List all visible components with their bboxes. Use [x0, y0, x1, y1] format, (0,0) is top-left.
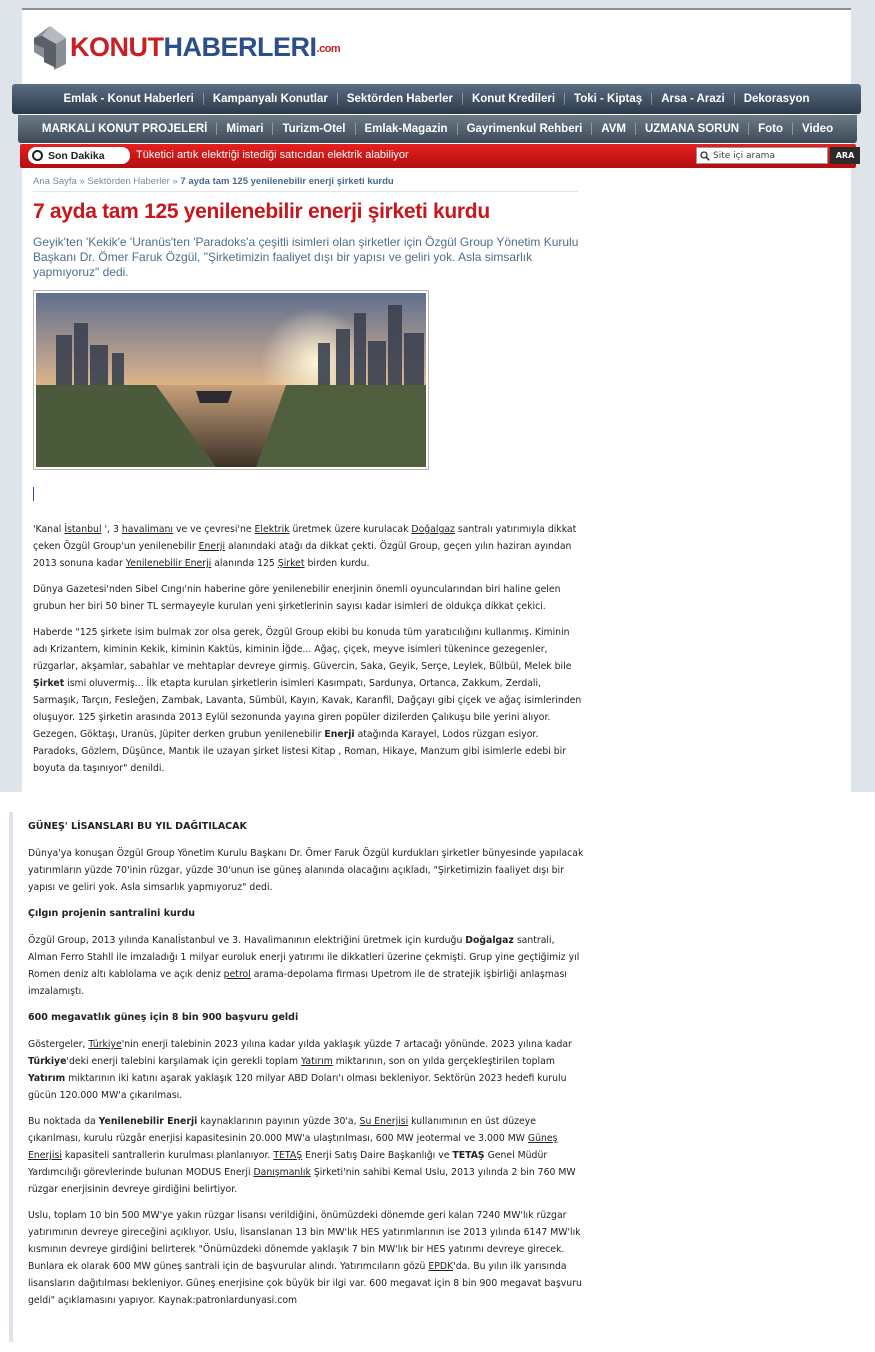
- tag-link-yenilenebilir-enerji[interactable]: Yenilenebilir Enerji: [125, 558, 212, 569]
- article-paragraph: [28, 932, 586, 1000]
- nav-item-foto[interactable]: Foto: [748, 123, 792, 135]
- text-run: miktarının, son on yılda gerçekleştirilen toplam: [332, 1056, 555, 1067]
- tag-link-dogalgaz[interactable]: Doğalgaz: [411, 524, 455, 535]
- section-heading: GÜNEŞ' LİSANSLARI BU YIL DAĞITILACAK: [28, 821, 247, 832]
- text-run: Haberde "125 şirkete isim bulmak zor olsa gerek, Özgül Group ekibi bu konuda tüm yaratıcılığını kullanmış. Kiminin adı Krizantem, kiminin Kekik, kiminin Kaktüs, kiminin İğde... Ağaç, çiçek, meyve isimleri tükenince gezegenler, rüzgarlar, akşamlar, sabahlar ve mehtaplar devreye girmiş. Güvercin, Saka, Geyik, Serçe, Leylek, Bülbül, Melek bile: [33, 627, 572, 672]
- primary-nav: [12, 84, 861, 114]
- site-search: [696, 147, 828, 164]
- text-run: Şirketi'nin sahibi Kemal Uslu, 2013 yılında 2 bin 760 MW rüzgar enerjisinin devreye girdiğini belirtiyor.: [28, 1167, 576, 1195]
- text-run: Özgül Group, 2013 yılında Kanalİstanbul ve 3. Havalimanının elektriğini üretmek için kurduğu: [28, 935, 466, 946]
- bold-term: Enerji: [324, 729, 355, 740]
- nav-item-toki[interactable]: Toki - Kiptaş: [564, 93, 651, 105]
- article-image: [33, 290, 429, 470]
- nav-item-sektorden[interactable]: Sektörden Haberler: [337, 93, 462, 105]
- logo-text-konut: KONUT: [70, 31, 164, 62]
- tag-link-yatirim[interactable]: Yatırım: [301, 1056, 333, 1067]
- text-run: santralı yatırımıyla dikkat çeken Özgül Group'un yenilenebilir: [33, 524, 577, 552]
- search-button[interactable]: ARA: [830, 147, 860, 164]
- article-paragraph: Dünya Gazetesi'nden Sibel Cıngı'nin haberine göre yenilenebilir enerjinin önemli oyuncularından biri haline gelen grubun her biri 50 biner TL sermayeyle kurulan yeni şirketlerinin sayısı kadar isimleri de oldukça dikkat çekici.: [33, 584, 561, 612]
- bold-term: Şirket: [33, 678, 65, 689]
- breaking-news-bar: [20, 144, 856, 168]
- text-run: arama-depolama firması Upetrom ile de stratejik işbirliği anlaşması imzalamıştı.: [28, 969, 567, 997]
- text-run: 'deki enerji talebini karşılamak için gerekli toplam: [66, 1056, 301, 1067]
- nav-item-arsa[interactable]: Arsa - Arazi: [651, 93, 734, 105]
- tag-link-tetas[interactable]: TETAŞ: [273, 1150, 303, 1161]
- bold-term: Yatırım: [28, 1073, 66, 1084]
- article-lead: Geyik'ten 'Kekik'e 'Uranüs'ten 'Paradoks'a çeşitli isimleri olan şirketler için Özgül Group Yönetim Kurulu Başkanı Dr. Ömer Faruk Özgül, "Şirketimizin faaliyet dışı bir yapısı ve geliri yok. Asla simsarlık yapmıyoruz" dedi.: [33, 235, 579, 279]
- nav-item-krediler[interactable]: Konut Kredileri: [462, 93, 564, 105]
- nav-item-video[interactable]: Video: [792, 123, 842, 135]
- nav-item-mimari[interactable]: Mimari: [216, 123, 272, 135]
- article-paragraph: [33, 521, 585, 572]
- nav-item-avm[interactable]: AVM: [591, 123, 635, 135]
- tag-link-petrol[interactable]: petrol: [223, 969, 251, 980]
- breadcrumb: [33, 176, 578, 192]
- text-run: 'da. Bu yılın ilk yarısında lisansların dağıtılması bekleniyor. Güneş enerjisine çok büyük bir ilgi var. 600 megavat için 8 bin 900 megavat başvuru geldi" açıklamasını yapıyor. Kaynak:patronlardunyasi.com: [28, 1261, 582, 1306]
- site-logo[interactable]: [32, 22, 340, 72]
- nav-item-markali[interactable]: MARKALI KONUT PROJELERİ: [41, 123, 208, 135]
- breaking-news-headline[interactable]: Tüketici artık elektriği istediği satıcıdan elektrik alabiliyor: [136, 149, 409, 161]
- text-run: 'Kanal: [33, 524, 65, 535]
- search-input[interactable]: Site içi arama: [713, 150, 775, 161]
- page-edge: [9, 812, 13, 1342]
- nav-item-uzmana[interactable]: UZMANA SORUN: [635, 123, 748, 135]
- article-body-bottom: [28, 818, 586, 1318]
- logo-text-haberleri: HABERLERI: [163, 31, 317, 62]
- nav-item-turizm[interactable]: Turizm-Otel: [272, 123, 354, 135]
- text-run: santrali, Alman Ferro Stahll ile imzaladığı 1 milyar euroluk enerji yatırımı ile dikkatleri üzerine çekmişti. Grup yine geçtiğimiz yıl Romen deniz altı kablolama ve açık deniz: [28, 935, 580, 980]
- tag-link-gunes-enerjisi[interactable]: Güneş Enerjisi: [28, 1133, 558, 1161]
- text-run: Enerji Satış Daire Başkanlığı ve: [302, 1150, 453, 1161]
- bold-term: Türkiye: [28, 1056, 67, 1067]
- section-heading: 600 megavatlık güneş için 8 bin 900 başvuru geldi: [28, 1012, 299, 1023]
- text-run: atağında Karayel, Lodos rüzgarı esiyor. Paradoks, Gözlem, Düşünce, Mantık ile uzayan şirket listesi Kitap , Roman, Hikaye, Manzum gibi isimlerle edebi bir boyuta da taşınıyor" denildi.: [33, 729, 567, 774]
- breaking-news-label: [28, 147, 130, 164]
- article-paragraph: [28, 1036, 586, 1104]
- article-body-top: [33, 521, 585, 786]
- article-paragraph: [28, 1113, 586, 1198]
- text-run: miktarının iki katını aşarak yaklaşık 120 milyar ABD Doları'ı olması bekleniyor. Sektörün 2023 hedefi kurulu gücün 120.000 MW'a çıkarılması.: [28, 1073, 567, 1101]
- article-title: 7 ayda tam 125 yenilenebilir enerji şirketi kurdu: [33, 200, 490, 223]
- nav-item-magazin[interactable]: Emlak-Magazin: [355, 123, 457, 135]
- breadcrumb-current: 7 ayda tam 125 yenilenebilir enerji şirketi kurdu: [180, 176, 394, 187]
- tag-link-sirket[interactable]: Şirket: [277, 558, 305, 569]
- nav-item-rehber[interactable]: Gayrimenkul Rehberi: [457, 123, 592, 135]
- tag-link-havalimani[interactable]: havalimanı: [121, 524, 174, 535]
- tag-link-epdk[interactable]: EPDK: [428, 1261, 454, 1272]
- text-run: ', 3: [101, 524, 122, 535]
- text-run: Bu noktada da: [28, 1116, 99, 1127]
- secondary-nav: [18, 115, 857, 143]
- text-run: 'nin enerji talebinin 2023 yılına kadar yılda yaklaşık yüzde 7 artacağı yönünde. 2023 yılına kadar: [121, 1039, 572, 1050]
- text-run: kaynaklarının payının yüzde 30'a,: [197, 1116, 360, 1127]
- tag-link-su-enerjisi[interactable]: Su Enerjisi: [359, 1116, 409, 1127]
- text-run: Göstergeler,: [28, 1039, 89, 1050]
- logo-house-icon: [32, 24, 68, 70]
- clock-icon: [32, 150, 43, 161]
- search-icon: [697, 148, 713, 163]
- breadcrumb-section[interactable]: Sektörden Haberler: [87, 176, 170, 187]
- text-run: kullanımının en üst düzeye çıkarılması, kurulu rüzgâr enerjisi kapasitesinin 20.000 MW'a ulaştırılması, 600 MW jeotermal ve 3.000 MW: [28, 1116, 536, 1144]
- tag-link-danismanlik[interactable]: Danışmanlık: [253, 1167, 311, 1178]
- tag-link-enerji[interactable]: Enerji: [198, 541, 226, 552]
- breaking-news-label-text: Son Dakika: [48, 149, 105, 162]
- text-run: kapasiteli santrallerin kurulması planlanıyor.: [61, 1150, 274, 1161]
- text-run: ismi oluvermiş... İlk etapta kurulan şirketlerin isimleri Kasımpatı, Sardunya, Ortanca, Zakkum, Zerdali, Sarmaşık, Tarçın, Fesleğen, Zambak, Lavanta, Sümbül, Kayın, Kavak, Karanfil, Dağçayı gibi çiçek ve ağaç isimlerinden oluşuyor. 125 şirketin arasında 2013 Eylül sezonunda yayına giren popüler dizilerden Çalıkuşu bile yerini alıyor. Gezegen, Göktaşı, Uranüs, Jüpiter derken grubun yenilenebilir: [33, 678, 582, 740]
- text-cursor: [33, 487, 34, 501]
- nav-item-emlak[interactable]: Emlak - Konut Haberleri: [63, 93, 194, 105]
- breadcrumb-separator: »: [172, 176, 178, 187]
- logo-text: [70, 32, 340, 63]
- text-run: alanında 125: [211, 558, 278, 569]
- nav-item-kampanyali[interactable]: Kampanyalı Konutlar: [203, 93, 337, 105]
- bold-term: TETAŞ: [452, 1150, 485, 1161]
- article-paragraph: [33, 624, 585, 777]
- article-paragraph: [28, 1207, 586, 1309]
- text-run: alanındaki atağı da dikkat çekti. Özgül Group, geçen yılın haziran ayından 2013 sonuna kadar: [33, 541, 572, 569]
- text-run: üretmek üzere kurulacak: [289, 524, 412, 535]
- breadcrumb-home[interactable]: Ana Sayfa: [33, 176, 77, 187]
- text-run: Uslu, toplam 10 bin 500 MW'ye yakın rüzgar lisansı verildiğini, önümüzdeki dönemde geri kalan 7240 MW'lık rüzgar yatırımının devreye gireceğini açıklıyor. Uslu, lisanslanan 13 bin MW'lık HES yatırımlarının ise 2013 yılında 6147 MW'lık kısmının devreye girdiğini belirterek "Önümüzdeki dönemde yaklaşık 7 bin MW'lık bir HES yatırımı devreye girecek. Bunlara ek olarak 600 MW güneş santrali için de başvurular alındı. Yatırımcıların gözü: [28, 1210, 581, 1272]
- tag-link-elektrik[interactable]: Elektrik: [254, 524, 290, 535]
- article-paragraph: Dünya'ya konuşan Özgül Group Yönetim Kurulu Başkanı Dr. Ömer Faruk Özgül kurdukları şirketler bünyesinde yapılacak yatırımların yüzde 70'inin rüzgar, yüzde 30'unun ise güneş alanında olacağını açıkladı, "Şirketimizin faaliyet dışı bir yapısı ve geliri yok. Asla simsarlık yapmıyoruz" dedi.: [28, 848, 584, 893]
- bold-term: Yenilenebilir Enerji: [98, 1116, 198, 1127]
- section-heading: Çılgın projenin santralini kurdu: [28, 908, 196, 919]
- tag-link-turkiye[interactable]: Türkiye: [88, 1039, 122, 1050]
- text-run: Genel Müdür Yardımcılığı görevlerinde bulunan MODUS Enerji: [28, 1150, 548, 1178]
- logo-text-com: .com: [316, 42, 341, 55]
- tag-link-istanbul[interactable]: İstanbul: [64, 524, 102, 535]
- text-run: ve ve çevresi'ne: [173, 524, 255, 535]
- bold-term: Doğalgaz: [465, 935, 514, 946]
- text-run: birden kurdu.: [304, 558, 370, 569]
- breadcrumb-separator: »: [79, 176, 85, 187]
- nav-item-dekorasyon[interactable]: Dekorasyon: [734, 93, 819, 105]
